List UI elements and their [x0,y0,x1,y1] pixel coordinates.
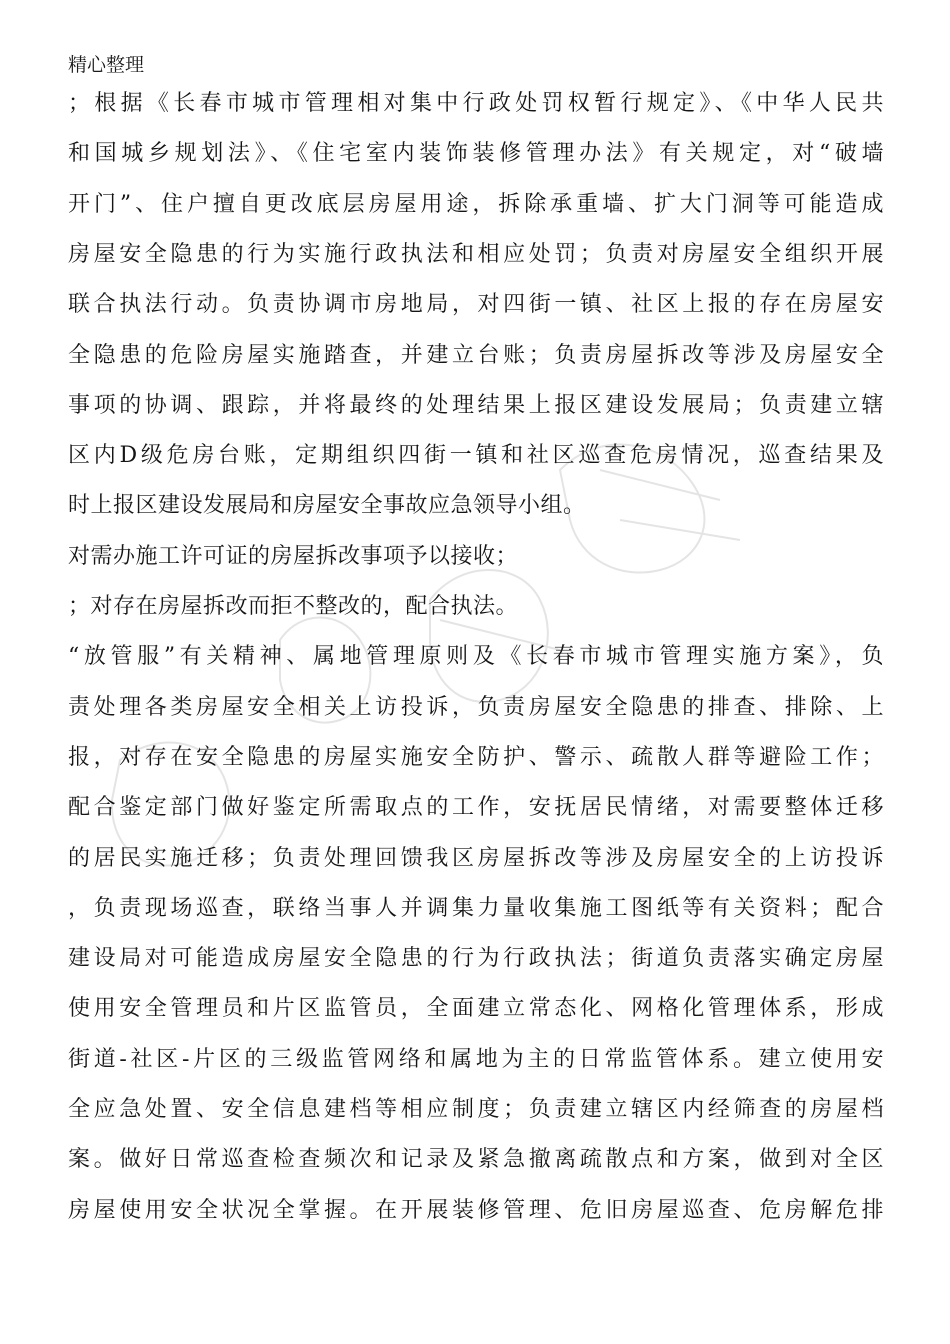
body-line: 的居民实施迁移；负责处理回馈我区房屋拆改等涉及房屋安全的上访投诉 [68,845,884,871]
body-line: 责处理各类房屋安全相关上访投诉，负责房屋安全隐患的排查、排除、上 [68,694,884,720]
body-line: ；对存在房屋拆改而拒不整改的，配合执法。 [68,594,519,619]
body-line: 全隐患的危险房屋实施踏查，并建立台账；负责房屋拆改等涉及房屋安全 [68,342,884,368]
body-line: 报，对存在安全隐患的房屋实施安全防护、警示、疏散人群等避险工作； [68,744,884,770]
body-line: 对需办施工许可证的房屋拆改事项予以接收； [68,543,519,569]
document-header: 精心整理 [68,55,145,76]
body-line: “放管服”有关精神、属地管理原则及《长春市城市管理实施方案》，负 [68,644,884,670]
body-line: 使用安全管理员和片区监管员，全面建立常态化、网格化管理体系，形成 [68,996,884,1022]
body-line: 房屋使用安全状况全掌握。在开展装修管理、危旧房屋巡查、危房解危排 [68,1197,884,1223]
body-line: ；根据《长春市城市管理相对集中行政处罚权暂行规定》、《中华人民共 [68,91,884,116]
body-line: 事项的协调、跟踪，并将最终的处理结果上报区建设发展局；负责建立辖 [68,392,884,418]
body-line: 开门”、住户擅自更改底层房屋用途，拆除承重墙、扩大门洞等可能造成 [68,191,884,217]
body-line: 和国城乡规划法》、《住宅室内装饰装修管理办法》有关规定，对“破墙 [68,141,884,167]
body-line: 联合执法行动。负责协调市房地局，对四街一镇、社区上报的存在房屋安 [68,292,884,318]
body-line: 时上报区建设发展局和房屋安全事故应急领导小组。 [68,493,586,519]
body-line: 区内D级危房台账，定期组织四街一镇和社区巡查危房情况，巡查结果及 [68,443,884,469]
body-line: 建设局对可能造成房屋安全隐患的行为行政执法；街道负责落实确定房屋 [68,946,884,972]
body-line: 房屋安全隐患的行为实施行政执法和相应处罚；负责对房屋安全组织开展 [68,241,884,267]
body-line: 案。做好日常巡查检查频次和记录及紧急撤离疏散点和方案，做到对全区 [68,1147,884,1173]
body-line: 配合鉴定部门做好鉴定所需取点的工作，安抚居民情绪，对需要整体迁移 [68,795,884,821]
body-line: 全应急处置、安全信息建档等相应制度；负责建立辖区内经筛查的房屋档 [68,1097,884,1122]
body-line: 街道-社区-片区的三级监管网络和属地为主的日常监管体系。建立使用安 [68,1046,884,1072]
body-line: ，负责现场巡查，联络当事人并调集力量收集施工图纸等有关资料；配合 [68,895,884,921]
